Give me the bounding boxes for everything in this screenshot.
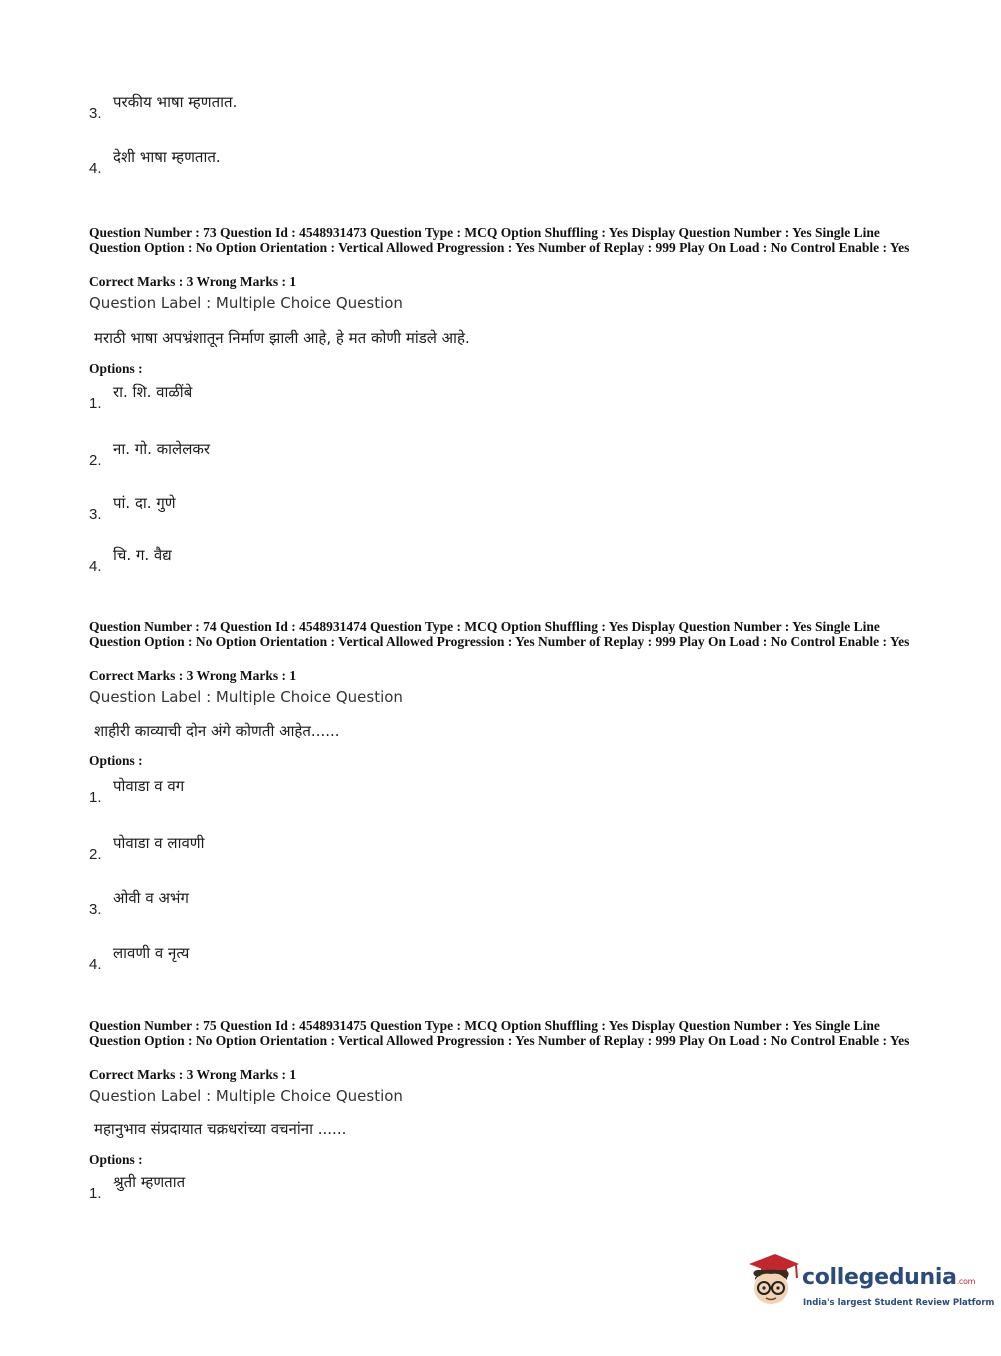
question-marks: Correct Marks : 3 Wrong Marks : 1 (89, 668, 297, 683)
option-number: 4. (89, 558, 102, 575)
option-text: रा. शि. वाळींबे (113, 383, 193, 401)
brand-name-text: collegedunia (802, 1265, 957, 1290)
option-text: लावणी व नृत्य (113, 944, 190, 962)
option-number: 3. (89, 105, 102, 122)
option-number: 2. (89, 452, 102, 469)
option-text: चि. ग. वैद्य (113, 546, 172, 564)
question-text: शाहीरी काव्याची दोन अंगे कोणती आहेत...... (94, 722, 340, 740)
options-heading: Options : (89, 361, 143, 376)
question-marks: Correct Marks : 3 Wrong Marks : 1 (89, 274, 297, 289)
option-number: 2. (89, 846, 102, 863)
option-text: परकीय भाषा म्हणतात. (113, 93, 238, 111)
mascot-icon (741, 1250, 801, 1310)
options-heading: Options : (89, 1152, 143, 1167)
question-meta: Question Number : 75 Question Id : 4548931475 Question Type : MCQ Option Shuffling : Yes Display Question Number : Yes Single Line Question Option : No Option Orientation : Vertical Allowed Progression : Yes Number of Replay : 999 Play On Load : No Control Enable : Yes (89, 1018, 910, 1048)
question-text: मराठी भाषा अपभ्रंशातून निर्माण झाली आहे, हे मत कोणी मांडले आहे. (94, 329, 470, 347)
option-number: 1. (89, 1185, 102, 1202)
option-number: 4. (89, 160, 102, 177)
question-meta: Question Number : 73 Question Id : 4548931473 Question Type : MCQ Option Shuffling : Yes Display Question Number : Yes Single Line Question Option : No Option Orientation : Vertical Allowed Progression : Yes Number of Replay : 999 Play On Load : No Control Enable : Yes (89, 225, 910, 255)
question-meta: Question Number : 74 Question Id : 4548931474 Question Type : MCQ Option Shuffling : Yes Display Question Number : Yes Single Line Question Option : No Option Orientation : Vertical Allowed Progression : Yes Number of Replay : 999 Play On Load : No Control Enable : Yes (89, 619, 910, 649)
brand-name (802, 1265, 975, 1290)
option-text: ओवी व अभंग (113, 889, 189, 907)
option-text: श्रुती म्हणतात (113, 1173, 186, 1191)
options-heading: Options : (89, 753, 143, 768)
option-number: 3. (89, 506, 102, 523)
option-text: पोवाडा व लावणी (113, 834, 205, 852)
option-number: 4. (89, 956, 102, 973)
question-label: Question Label : Multiple Choice Question (89, 294, 403, 312)
option-number: 1. (89, 395, 102, 412)
option-text: ना. गो. कालेलकर (113, 440, 211, 458)
option-text: पां. दा. गुणे (113, 494, 176, 512)
brand-trademark: .com (956, 1277, 976, 1286)
option-number: 1. (89, 789, 102, 806)
question-marks: Correct Marks : 3 Wrong Marks : 1 (89, 1067, 297, 1082)
option-number: 3. (89, 901, 102, 918)
option-text: देशी भाषा म्हणतात. (113, 148, 221, 166)
brand-tagline: India's largest Student Review Platform (803, 1298, 995, 1308)
question-label: Question Label : Multiple Choice Question (89, 1087, 403, 1105)
option-text: पोवाडा व वग (113, 777, 185, 795)
question-label: Question Label : Multiple Choice Question (89, 688, 403, 706)
question-text: महानुभाव संप्रदायात चक्रधरांच्या वचनांना ...... (94, 1120, 347, 1138)
